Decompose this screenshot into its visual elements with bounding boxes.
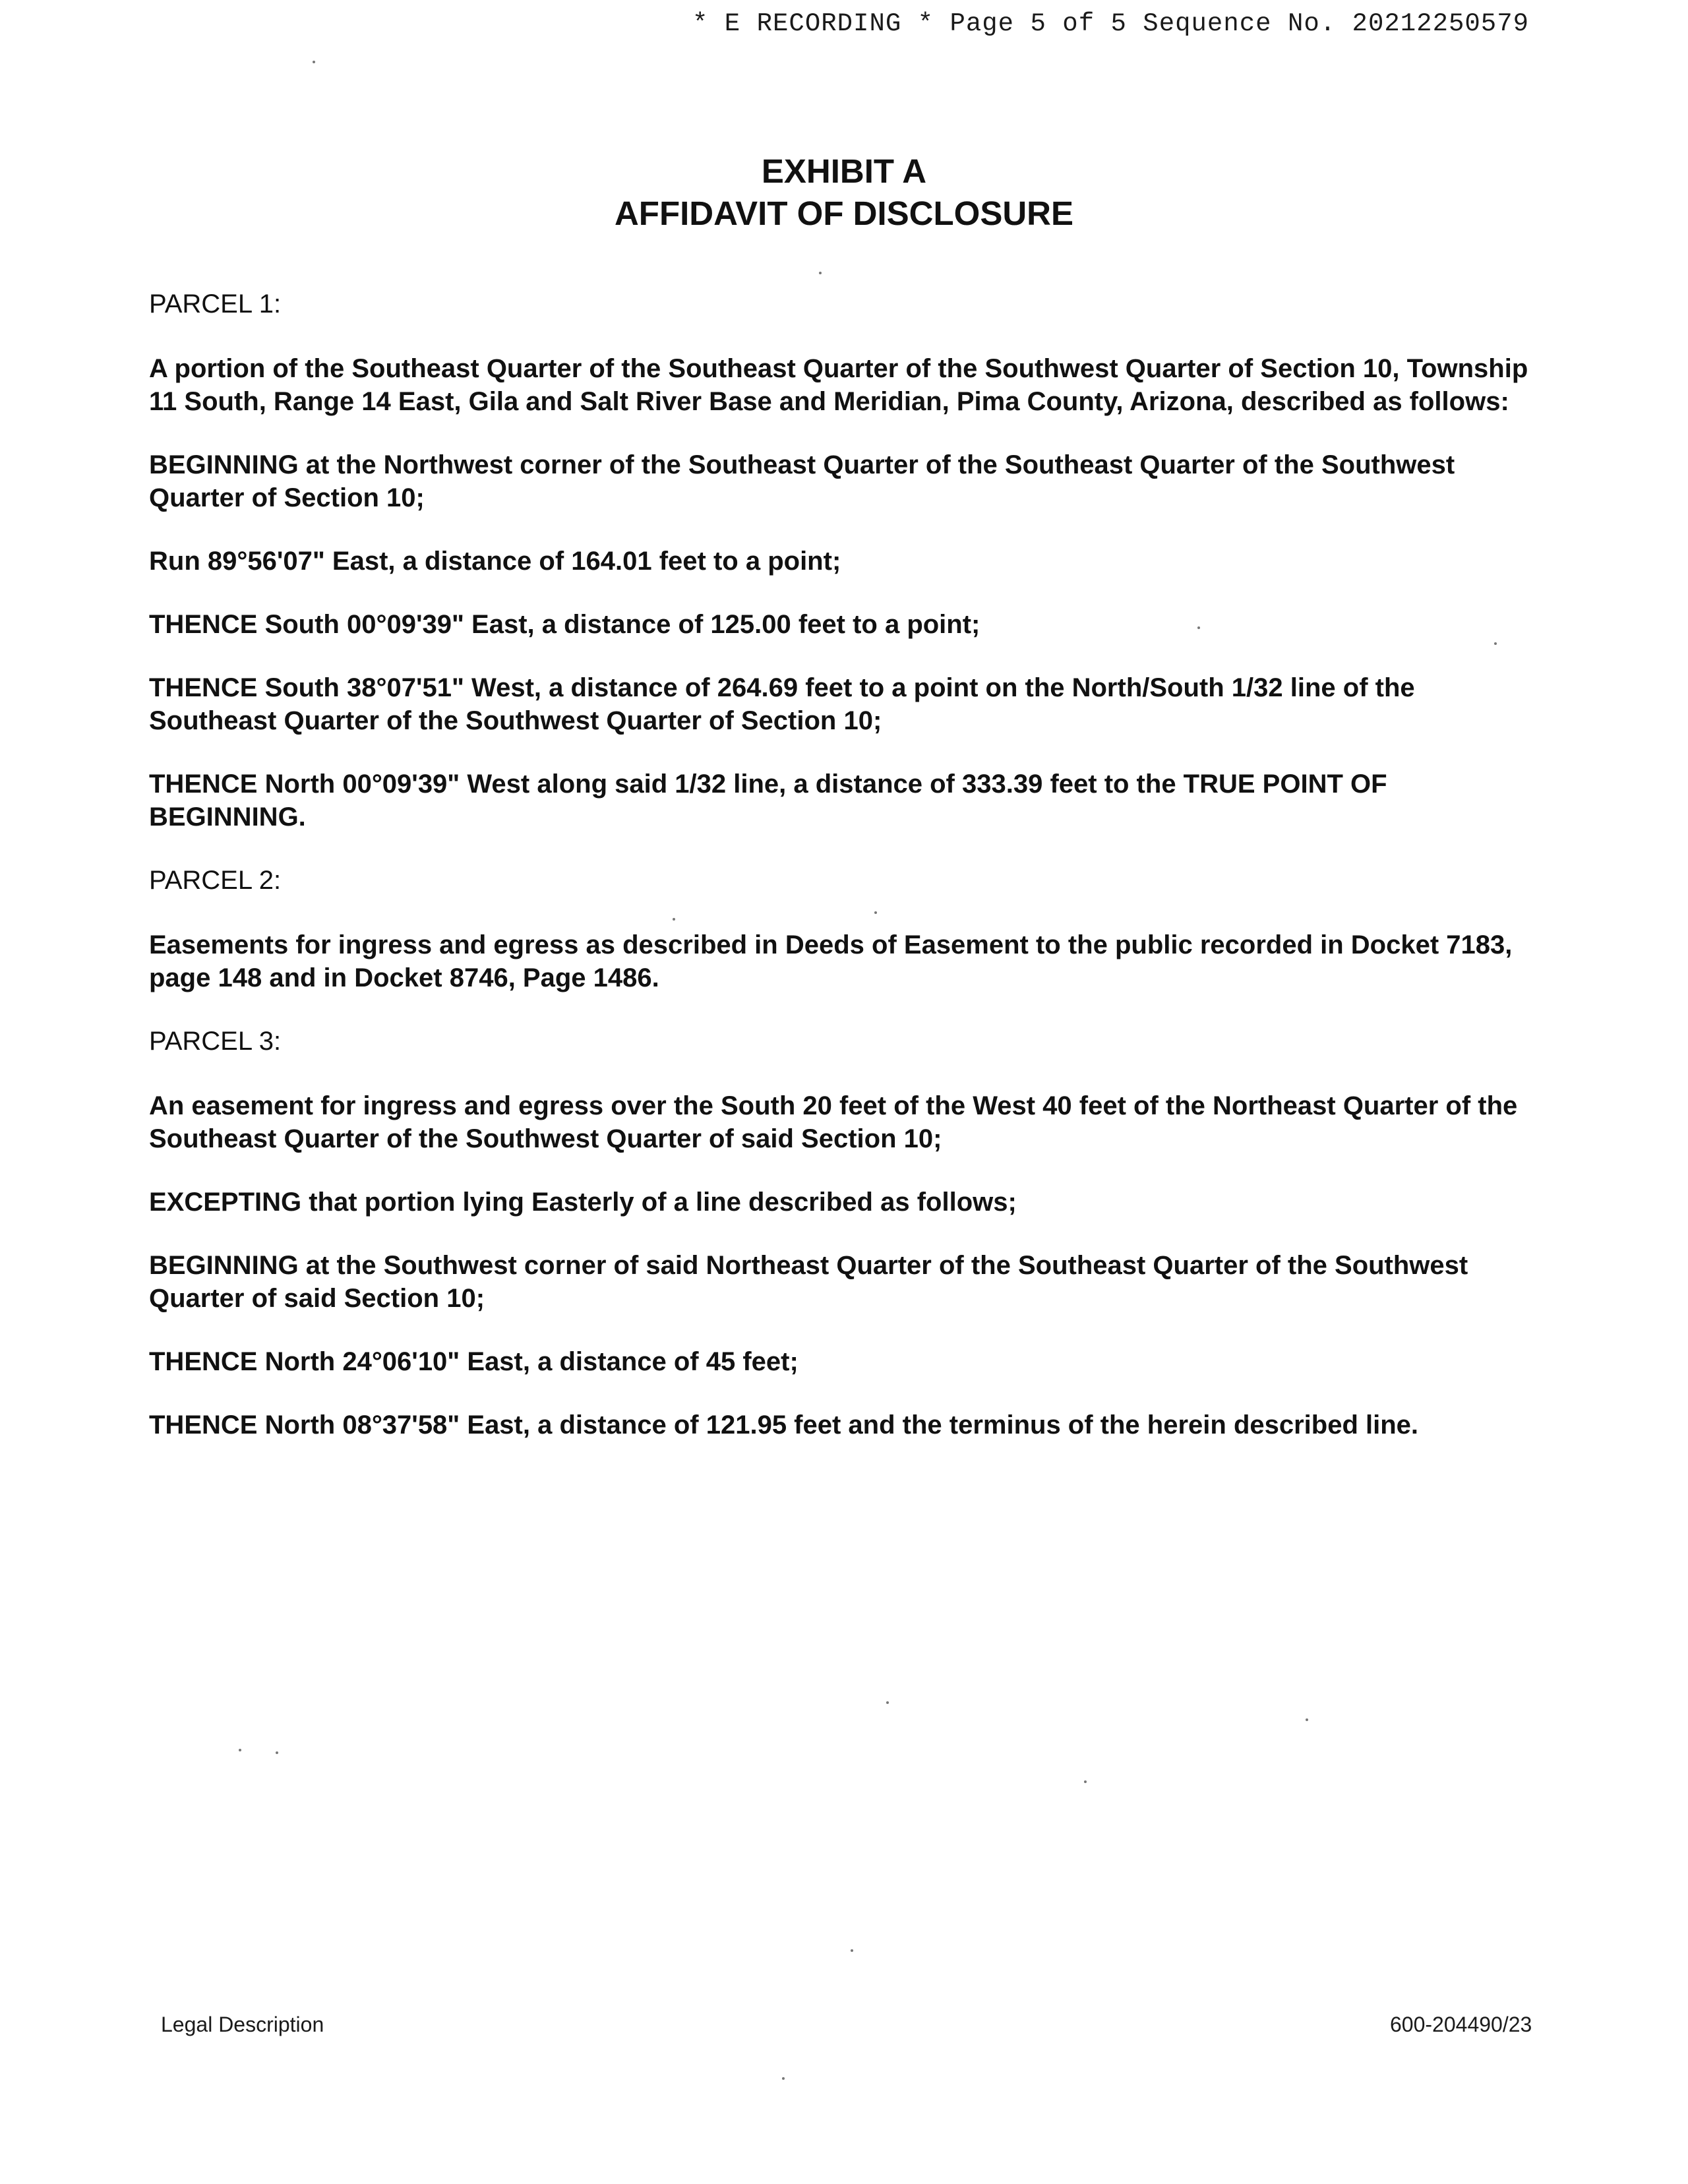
parcel-1-paragraph: THENCE South 00°09'39" East, a distance of 125.00 feet to a point; (149, 610, 980, 639)
scan-speck (673, 918, 675, 921)
parcel-3-paragraph: BEGINNING at the Southwest corner of said Northeast Quarter of the Southeast Quarter of the Southwest Quarter of said Section 10; (149, 1251, 1468, 1313)
document-title (0, 150, 1688, 235)
parcel-1-heading: PARCEL 1: (149, 289, 282, 318)
parcel-3-paragraph: THENCE North 24°06'10" East, a distance of 45 feet; (149, 1347, 799, 1376)
parcel-1-paragraph: BEGINNING at the Northwest corner of the Southeast Quarter of the Southeast Quarter of the Southwest Quarter of Section 10; (149, 450, 1455, 512)
title-affidavit: AFFIDAVIT OF DISCLOSURE (614, 195, 1074, 232)
parcel-1-paragraph: A portion of the Southeast Quarter of the Southeast Quarter of the Southwest Quarter of Section 10, Township 11 South, Range 14 East, Gila and Salt River Base and Meridian, Pima County, Arizona, described as follows: (149, 354, 1528, 416)
parcel-3-paragraph: EXCEPTING that portion lying Easterly of a line described as follows; (149, 1188, 1017, 1217)
scan-speck (313, 61, 315, 63)
scan-speck (1306, 1718, 1308, 1721)
parcel-2-heading: PARCEL 2: (149, 866, 282, 895)
footer-document-number: 600-204490/23 (1390, 2013, 1532, 2036)
parcel-3-heading: PARCEL 3: (149, 1027, 282, 1056)
scan-speck (1494, 642, 1497, 645)
scan-speck (874, 911, 877, 914)
scan-speck (819, 272, 822, 274)
parcel-1-paragraph: Run 89°56'07" East, a distance of 164.01 feet to a point; (149, 547, 841, 576)
recording-stamp: * E RECORDING * Page 5 of 5 Sequence No. 20212250579 (692, 9, 1529, 38)
title-exhibit: EXHIBIT A (761, 152, 927, 190)
parcel-3-paragraph: An easement for ingress and egress over the South 20 feet of the West 40 feet of the Northeast Quarter of the Southeast Quarter of the Southwest Quarter of said Section 10; (149, 1091, 1518, 1153)
scan-speck (1197, 626, 1200, 629)
scan-speck (239, 1749, 241, 1751)
scan-speck (782, 2077, 785, 2080)
scan-speck (1084, 1780, 1087, 1783)
scan-speck (276, 1751, 278, 1754)
scan-speck (851, 1949, 853, 1952)
legal-description-body (149, 288, 1547, 1472)
scan-speck (886, 1701, 889, 1704)
footer-label: Legal Description (161, 2013, 324, 2036)
parcel-1-paragraph: THENCE North 00°09'39" West along said 1/32 line, a distance of 333.39 feet to the TRUE POINT OF BEGINNING. (149, 770, 1387, 832)
parcel-1-paragraph: THENCE South 38°07'51" West, a distance of 264.69 feet to a point on the North/South 1/32 line of the Southeast Quarter of the Southwest Quarter of Section 10; (149, 673, 1415, 735)
parcel-3-paragraph: THENCE North 08°37'58" East, a distance of 121.95 feet and the terminus of the herein described line. (149, 1410, 1419, 1440)
parcel-2-paragraph: Easements for ingress and egress as described in Deeds of Easement to the public recorded in Docket 7183, page 148 and in Docket 8746, Page 1486. (149, 930, 1513, 992)
